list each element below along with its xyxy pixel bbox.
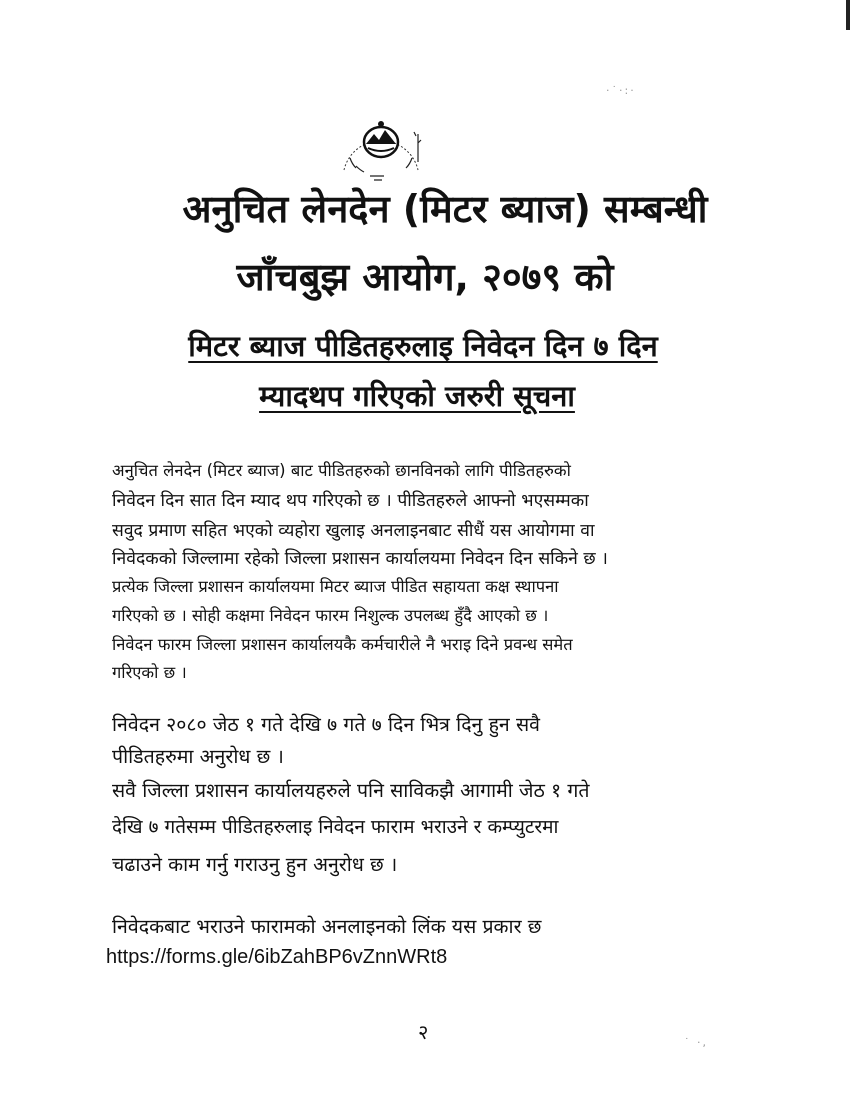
scan-edge-mark <box>846 0 850 30</box>
paragraph-line: चढाउने काम गर्नु गराउनु हुन अनुरोध छ । <box>112 853 398 876</box>
paragraph-line: निवेदकको जिल्लामा रहेको जिल्ला प्रशासन कार्यालयमा निवेदन दिन सकिने छ । <box>112 549 608 569</box>
paragraph-line: गरिएको छ । <box>112 663 187 682</box>
scan-specks: ·˙·:· <box>606 84 636 97</box>
paragraph-line: निवेदन २०८० जेठ १ गते देखि ७ गते ७ दिन भित्र दिनु हुन सवै <box>112 713 540 736</box>
paragraph-line: निवेदन दिन सात दिन म्याद थप गरिएको छ । पीडितहरुले आफ्नो भएसम्मका <box>112 491 589 511</box>
paragraph-line: निवेदन फारम जिल्ला प्रशासन कार्यालयकै कर्मचारीले नै भराइ दिने प्रवन्ध समेत <box>112 635 573 654</box>
paragraph-line: देखि ७ गतेसम्म पीडितहरुलाइ निवेदन फाराम भराउने र कम्प्युटरमा <box>112 816 559 838</box>
link-intro-text: निवेदकबाट भराउने फारामको अनलाइनको लिंक यस प्रकार छ <box>112 915 542 938</box>
document-title-line-1: अनुचित लेनदेन (मिटर ब्याज) सम्बन्धी <box>182 187 708 231</box>
paragraph-line: पीडितहरुमा अनुरोध छ । <box>112 745 284 768</box>
scan-specks: ˙ ·, <box>684 1036 708 1049</box>
paragraph-line: गरिएको छ । सोही कक्षमा निवेदन फारम निशुल्क उपलब्ध हुँदै आएको छ । <box>112 606 549 625</box>
notice-subject-line-2: म्यादथप गरिएको जरुरी सूचना <box>259 379 575 413</box>
notice-subject-line-1: मिटर ब्याज पीडितहरुलाइ निवेदन दिन ७ दिन <box>188 329 658 363</box>
form-link[interactable]: https://forms.gle/6ibZahBP6vZnnWRt8 <box>106 946 448 968</box>
page-number: २ <box>418 1020 429 1044</box>
paragraph-line: सवै जिल्ला प्रशासन कार्यालयहरुले पनि साविकझै आगामी जेठ १ गते <box>112 779 590 802</box>
paragraph-line: प्रत्येक जिल्ला प्रशासन कार्यालयमा मिटर ब्याज पीडित सहायता कक्ष स्थापना <box>112 577 559 596</box>
paragraph-line: सवुद प्रमाण सहित भएको व्यहोरा खुलाइ अनलाइनबाट सीधैं यस आयोगमा वा <box>112 521 595 541</box>
paragraph-line: अनुचित लेनदेन (मिटर ब्याज) बाट पीडितहरुको छानविनको लागि पीडितहरुको <box>112 461 571 480</box>
document-title-line-2: जाँचबुझ आयोग, २०७९ को <box>236 255 614 299</box>
